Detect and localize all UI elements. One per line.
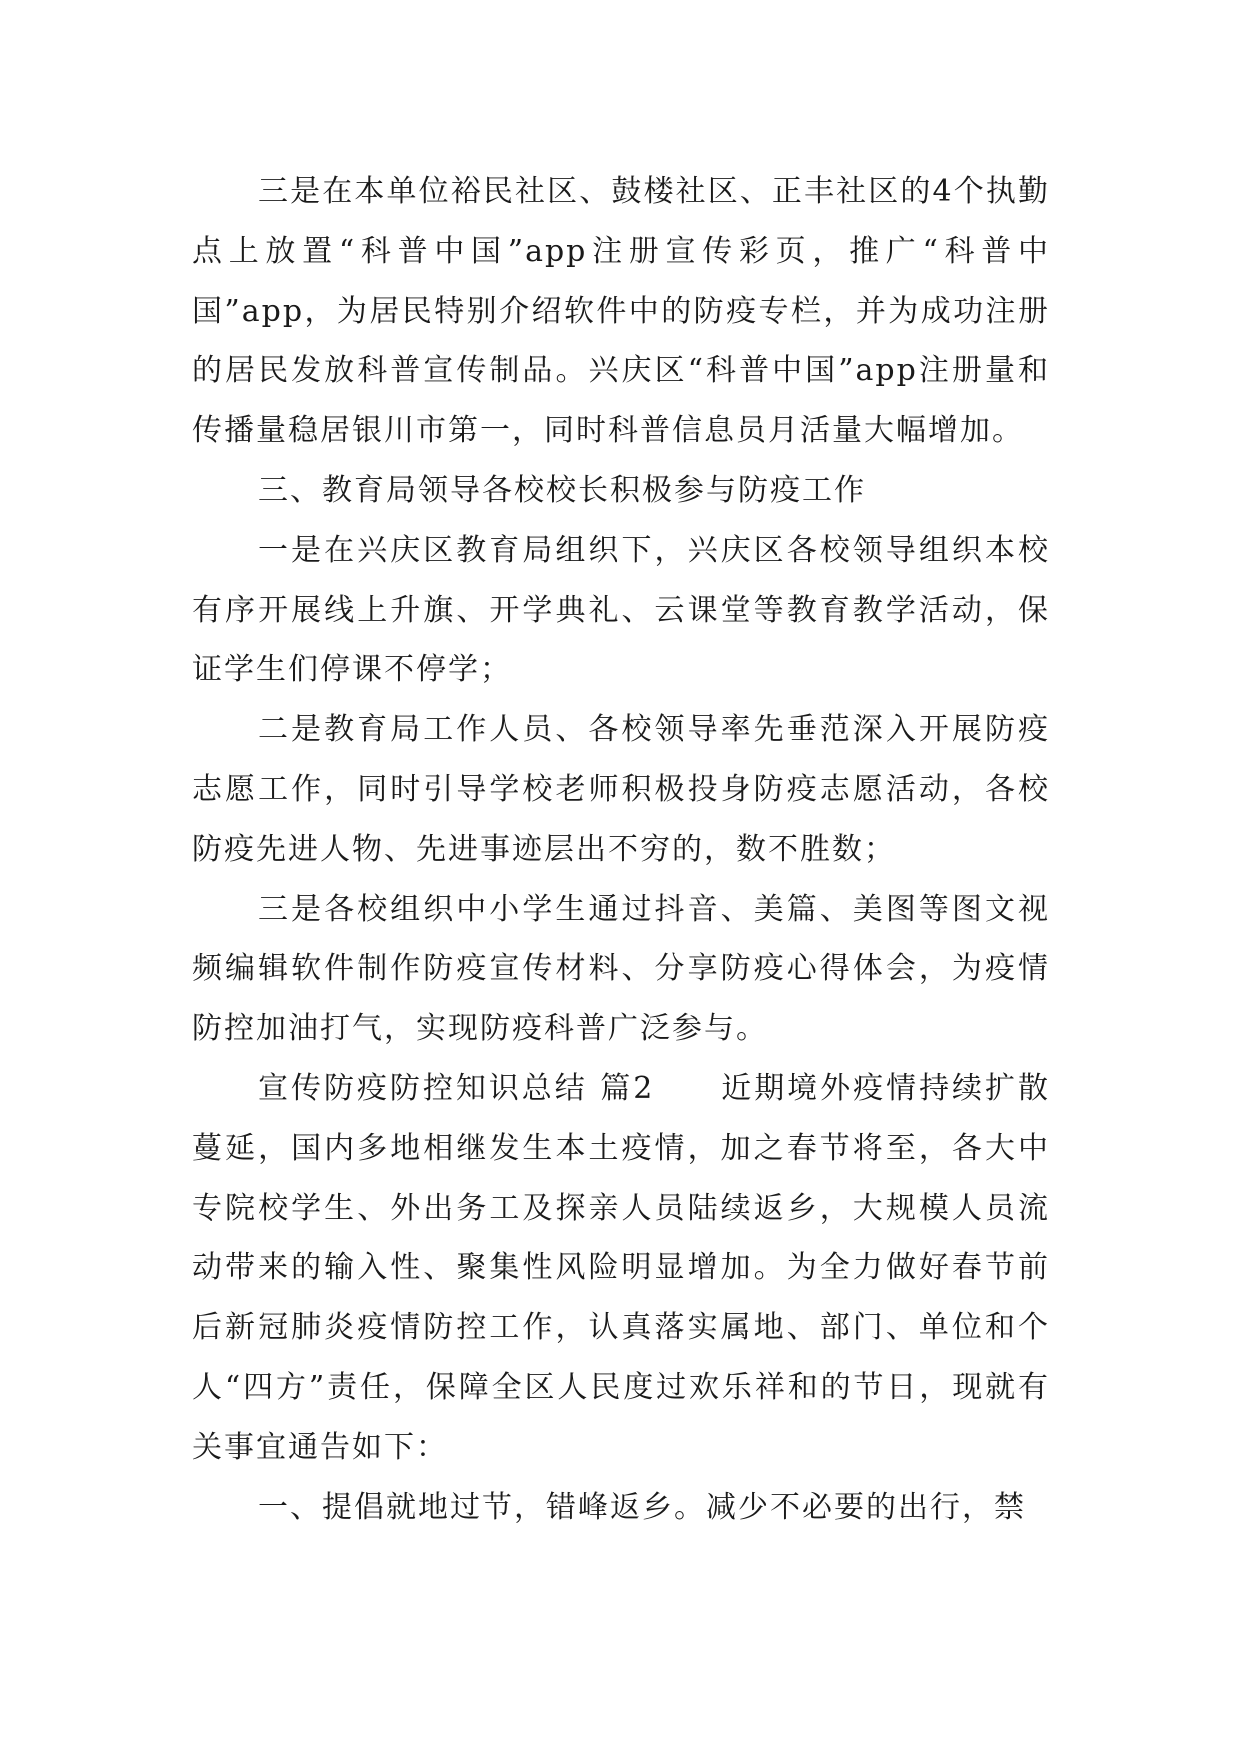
paragraph-summary-part-2: 宣传防疫防控知识总结 篇2 近期境外疫情持续扩散蔓延，国内多地相继发生本土疫情，加之春节将至，各大中专院校学生、外出务工及探亲人员陆续返乡，大规模人员流动带来的输入性、聚集性风险明显增加。为全力做好春节前后新冠肺炎疫情防控工作，认真落实属地、部门、单位和个人“四方”责任，保障全区人民度过欢乐祥和的节日，现就有关事宜通告如下： [192, 1070, 1050, 1465]
section-heading-education-bureau: 三、教育局领导各校校长积极参与防疫工作 [258, 472, 866, 508]
paragraph-stay-local: 一、提倡就地过节，错峰返乡。减少不必要的出行，禁 [258, 1489, 1026, 1525]
paragraph-online-teaching: 一是在兴庆区教育局组织下，兴庆区各校领导组织本校有序开展线上升旗、开学典礼、云课堂等教育教学活动，保证学生们停课不停学； [192, 532, 1050, 688]
paragraph-community-app-promotion: 三是在本单位裕民社区、鼓楼社区、正丰社区的4个执勤点上放置“科普中国”app注册宣传彩页，推广“科普中国”app，为居民特别介绍软件中的防疫专栏，并为成功注册的居民发放科普宣传制品。兴庆区“科普中国”app注册量和传播量稳居银川市第一，同时科普信息员月活量大幅增加。 [192, 174, 1050, 449]
document-body [192, 162, 1050, 1537]
paragraph-student-publicity: 三是各校组织中小学生通过抖音、美篇、美图等图文视频编辑软件制作防疫宣传材料、分享防疫心得体会，为疫情防控加油打气，实现防疫科普广泛参与。 [192, 891, 1050, 1047]
paragraph-volunteer-work: 二是教育局工作人员、各校领导率先垂范深入开展防疫志愿工作，同时引导学校老师积极投身防疫志愿活动，各校防疫先进人物、先进事迹层出不穷的，数不胜数； [192, 712, 1050, 867]
